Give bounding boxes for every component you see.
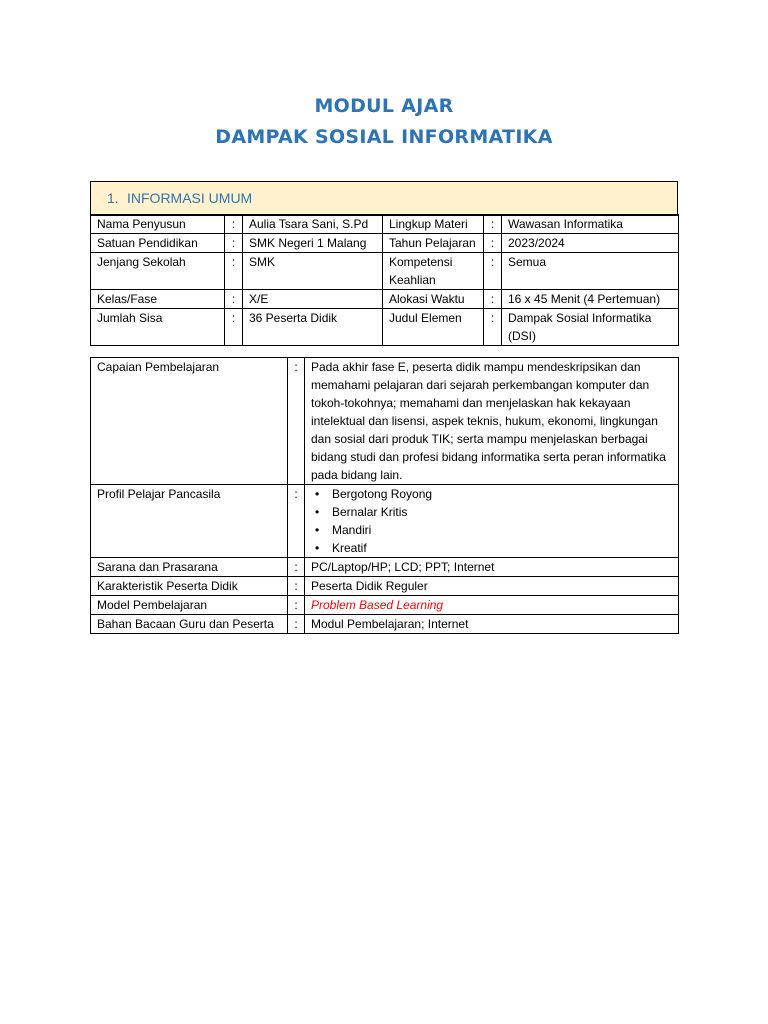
colon-separator: : xyxy=(225,215,243,234)
colon-separator: : xyxy=(225,309,243,346)
list-item xyxy=(311,485,672,503)
model-value: Problem Based Learning xyxy=(305,596,679,615)
table-row xyxy=(91,290,679,309)
document-title-line-1: MODUL AJAR xyxy=(314,95,454,117)
table-row xyxy=(91,485,679,558)
list-item xyxy=(311,539,672,557)
info-label: Satuan Pendidikan xyxy=(91,234,225,253)
info-value: Dampak Sosial Informatika (DSI) xyxy=(502,309,679,346)
colon-separator: : xyxy=(288,558,305,577)
list-item xyxy=(311,521,672,539)
colon-separator: : xyxy=(484,215,502,234)
table-row xyxy=(91,253,679,290)
profil-list xyxy=(311,485,672,557)
colon-separator: : xyxy=(484,234,502,253)
colon-separator: : xyxy=(225,290,243,309)
capaian-value: Pada akhir fase E, peserta didik mampu mendeskripsikan dan memahami pelajaran dari sejarah perkembangan komputer dan tokoh-tokohnya; memahami dan menjelaskan hak kekayaan intelektual dan lisensi, aspek teknis, hukum, ekonomi, lingkungan dan sosial dari produk TIK; serta mampu menjelaskan berbagai bidang studi dan profesi bidang informatika serta peran informatika pada bidang lain. xyxy=(305,358,679,485)
karakteristik-label: Karakteristik Peserta Didik xyxy=(91,577,288,596)
karakteristik-value: Peserta Didik Reguler xyxy=(305,577,679,596)
info-label: Kelas/Fase xyxy=(91,290,225,309)
info-value: Wawasan Informatika xyxy=(502,215,679,234)
table-row xyxy=(91,596,679,615)
section-header xyxy=(90,181,678,216)
table-row xyxy=(91,234,679,253)
table-row xyxy=(91,558,679,577)
list-item xyxy=(311,503,672,521)
bahan-value: Modul Pembelajaran; Internet xyxy=(305,615,679,634)
bullet-icon: • xyxy=(315,541,320,555)
colon-separator: : xyxy=(484,309,502,346)
colon-separator: : xyxy=(288,358,305,485)
colon-separator: : xyxy=(288,577,305,596)
info-label: Tahun Pelajaran xyxy=(383,234,484,253)
info-label: Lingkup Materi xyxy=(383,215,484,234)
info-value: X/E xyxy=(243,290,383,309)
info-label: Judul Elemen xyxy=(383,309,484,346)
list-item-text: Mandiri xyxy=(332,523,372,537)
colon-separator: : xyxy=(484,290,502,309)
detail-table xyxy=(90,357,679,634)
table-row xyxy=(91,577,679,596)
profil-value xyxy=(305,485,679,558)
info-value: 36 Peserta Didik xyxy=(243,309,383,346)
info-label: Alokasi Waktu xyxy=(383,290,484,309)
colon-separator: : xyxy=(225,234,243,253)
bullet-icon: • xyxy=(315,487,320,501)
info-label: Jumlah Sisa xyxy=(91,309,225,346)
section-number: 1. xyxy=(107,190,119,206)
info-value: Aulia Tsara Sani, S.Pd xyxy=(243,215,383,234)
bahan-label: Bahan Bacaan Guru dan Peserta xyxy=(91,615,288,634)
info-label: Nama Penyusun xyxy=(91,215,225,234)
info-value: SMK xyxy=(243,253,383,290)
section-header-cell xyxy=(91,182,678,216)
table-row xyxy=(91,615,679,634)
section-title: INFORMASI UMUM xyxy=(127,190,253,206)
colon-separator: : xyxy=(484,253,502,290)
sarana-label: Sarana dan Prasarana xyxy=(91,558,288,577)
info-value: SMK Negeri 1 Malang xyxy=(243,234,383,253)
table-row xyxy=(91,215,679,234)
list-item-text: Kreatif xyxy=(332,541,367,555)
list-item-text: Bernalar Kritis xyxy=(332,505,408,519)
colon-separator: : xyxy=(225,253,243,290)
list-item-text: Bergotong Royong xyxy=(332,487,433,501)
table-row xyxy=(91,309,679,346)
table-row xyxy=(91,358,679,485)
info-label: Jenjang Sekolah xyxy=(91,253,225,290)
model-label: Model Pembelajaran xyxy=(91,596,288,615)
capaian-label: Capaian Pembelajaran xyxy=(91,358,288,485)
info-value: Semua xyxy=(502,253,679,290)
document-title-line-2: DAMPAK SOSIAL INFORMATIKA xyxy=(215,126,553,148)
sarana-value: PC/Laptop/HP; LCD; PPT; Internet xyxy=(305,558,679,577)
info-label: Kompetensi Keahlian xyxy=(383,253,484,290)
colon-separator: : xyxy=(288,485,305,558)
bullet-icon: • xyxy=(315,505,320,519)
info-value: 16 x 45 Menit (4 Pertemuan) xyxy=(502,290,679,309)
bullet-icon: • xyxy=(315,523,320,537)
info-value: 2023/2024 xyxy=(502,234,679,253)
colon-separator: : xyxy=(288,615,305,634)
colon-separator: : xyxy=(288,596,305,615)
profil-label: Profil Pelajar Pancasila xyxy=(91,485,288,558)
general-info-table xyxy=(90,214,679,346)
